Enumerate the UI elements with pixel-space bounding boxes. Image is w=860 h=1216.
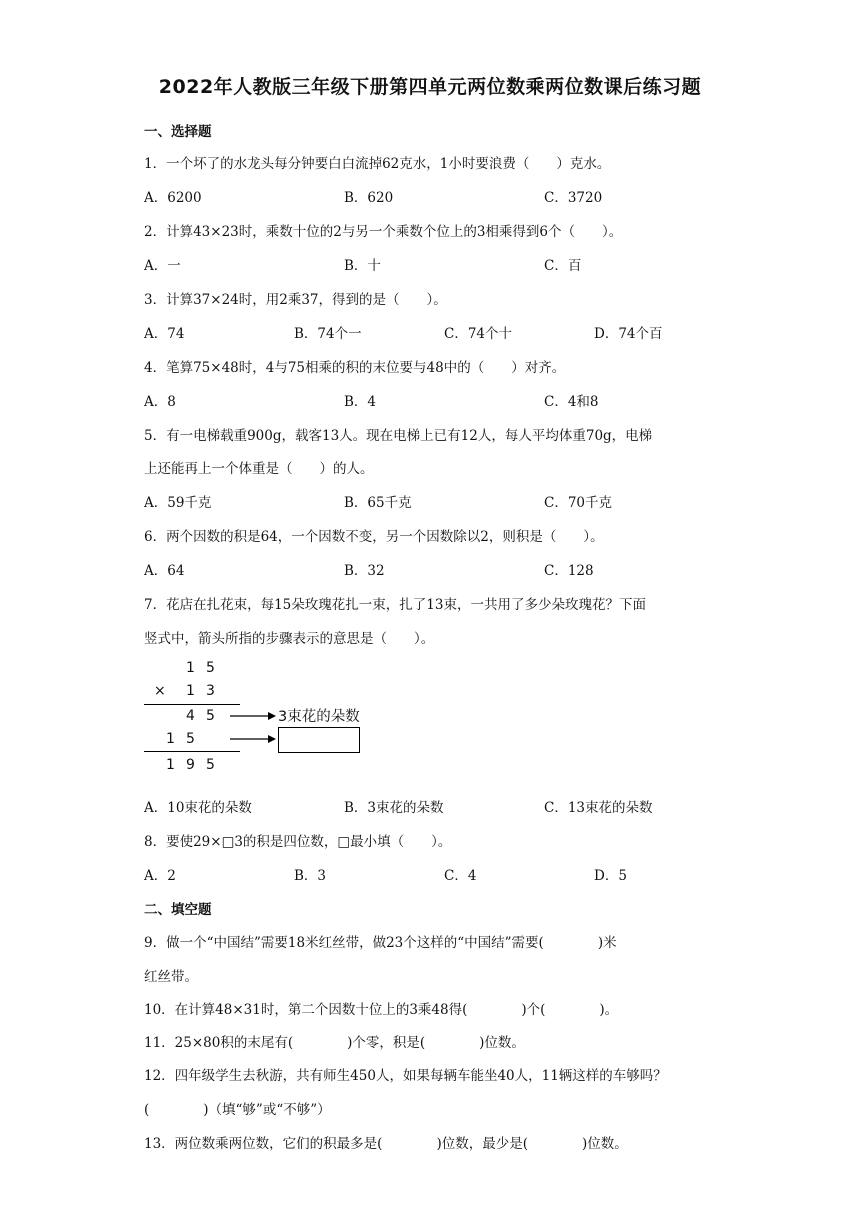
section-heading-fill: 二、填空题 [144, 902, 212, 918]
question-10: 10．在计算48×31时，第二个因数十位上的3乘48得( )个( )。 [144, 1002, 619, 1018]
question-9-line-2: 红丝带。 [144, 969, 198, 985]
question-2: 2．计算43×23时，乘数十位的2与另一个乘数个位上的3相乘得到6个（ ）。 [144, 224, 623, 240]
question-12-line-2: ( )（填“够”或“不够”） [144, 1102, 331, 1118]
q1-option-a: A．6200 [144, 190, 202, 206]
q8-option-c: C．4 [444, 868, 477, 884]
question-9-line-1: 9．做一个“中国结”需要18米红丝带，做23个这样的“中国结”需要( )米 [144, 935, 617, 951]
q6-option-b: B．32 [344, 563, 385, 579]
digit: 3 [206, 683, 215, 699]
question-13: 13．两位数乘两位数，它们的积最多是( )位数，最少是( )位数。 [144, 1136, 628, 1152]
q3-option-b: B．74个一 [294, 326, 362, 342]
q7-option-a: A．10束花的朵数 [144, 800, 252, 816]
arrow-label: 3束花的朵数 [278, 709, 360, 725]
digit: 1 [166, 757, 175, 773]
question-11: 11．25×80积的末尾有( )个零，积是( )位数。 [144, 1035, 525, 1051]
q5-option-b: B．65千克 [344, 495, 412, 511]
digit: 5 [186, 731, 195, 747]
q5-option-c: C．70千克 [544, 495, 613, 511]
digit: 1 [186, 683, 195, 699]
q3-option-d: D．74个百 [594, 326, 663, 342]
q8-option-b: B．3 [294, 868, 327, 884]
answer-box [278, 727, 360, 753]
page-title: 2022年人教版三年级下册第四单元两位数乘两位数课后练习题 [158, 76, 702, 98]
q7-option-b: B．3束花的朵数 [344, 800, 444, 816]
question-8: 8．要使29×□3的积是四位数，□最小填（ ）。 [144, 834, 452, 850]
q2-option-a: A．一 [144, 258, 181, 274]
question-7-line-1: 7．花店在扎花束，每15朵玫瑰花扎一束，扎了13束，一共用了多少朵玫瑰花？下面 [144, 597, 646, 613]
q4-option-a: A．8 [144, 394, 176, 410]
q5-option-a: A．59千克 [144, 495, 212, 511]
q8-option-a: A．2 [144, 868, 176, 884]
arrow-icon [230, 735, 276, 743]
question-4: 4．笔算75×48时，4与75相乘的积的末位要与48中的（ ）对齐。 [144, 360, 566, 376]
digit: 1 [186, 660, 195, 676]
question-6: 6．两个因数的积是64，一个因数不变，另一个因数除以2，则积是（ ）。 [144, 529, 604, 545]
q1-option-c: C．3720 [544, 190, 603, 206]
digit: 5 [206, 757, 215, 773]
question-1: 1．一个坏了的水龙头每分钟要白白流掉62克水，1小时要浪费（ ）克水。 [144, 156, 611, 172]
question-5-line-1: 5．有一电梯载重900g，载客13人。现在电梯上已有12人，每人平均体重70g，电梯 [144, 428, 653, 444]
question-12-line-1: 12．四年级学生去秋游，共有师生450人，如果每辆车能坐40人，11辆这样的车够吗？ [144, 1068, 667, 1084]
q1-option-b: B．620 [344, 190, 394, 206]
digit: 5 [206, 708, 215, 724]
q7-option-c: C．13束花的朵数 [544, 800, 653, 816]
multiply-sign: × [154, 683, 166, 699]
question-7-line-2: 竖式中，箭头所指的步骤表示的意思是（ ）。 [144, 631, 435, 647]
q6-option-c: C．128 [544, 563, 594, 579]
question-5-line-2: 上还能再上一个体重是（ ）的人。 [144, 461, 374, 477]
q4-option-b: B．4 [344, 394, 377, 410]
q6-option-a: A．64 [144, 563, 185, 579]
question-3: 3．计算37×24时，用2乘37，得到的是（ ）。 [144, 292, 447, 308]
digit: 5 [206, 660, 215, 676]
q8-option-d: D．5 [594, 868, 627, 884]
arrow-icon [230, 712, 276, 720]
q2-option-b: B．十 [344, 258, 381, 274]
q2-option-c: C．百 [544, 258, 582, 274]
q3-option-c: C．74个十 [444, 326, 513, 342]
q3-option-a: A．74 [144, 326, 185, 342]
section-heading-choice: 一、选择题 [144, 124, 212, 140]
vertical-multiplication-figure [140, 656, 380, 786]
q4-option-c: C．4和8 [544, 394, 599, 410]
digit: 9 [186, 757, 195, 773]
digit: 4 [186, 708, 195, 724]
digit: 1 [166, 731, 175, 747]
